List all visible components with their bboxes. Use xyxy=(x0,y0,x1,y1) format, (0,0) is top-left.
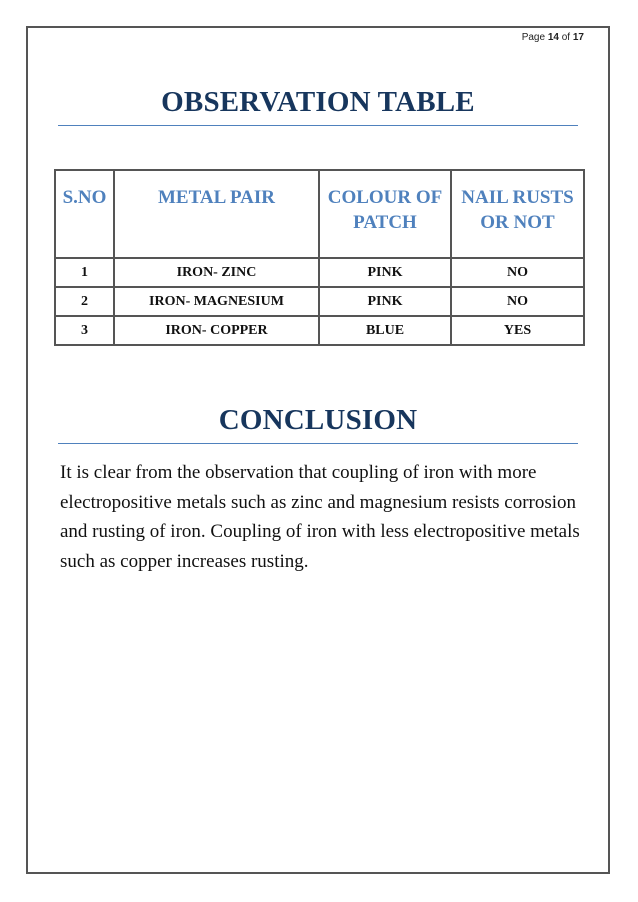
cell-colour: PINK xyxy=(319,258,451,287)
header-sno: S.NO xyxy=(55,170,114,258)
table-row xyxy=(55,258,584,287)
page-number-prefix: Page xyxy=(521,32,546,43)
page-number-current: 14 xyxy=(547,32,559,43)
page-number xyxy=(522,32,584,43)
table-header-row xyxy=(55,170,584,258)
observation-title: OBSERVATION TABLE xyxy=(161,86,475,118)
cell-metal-pair: IRON- MAGNESIUM xyxy=(114,287,319,316)
page-number-total: 17 xyxy=(572,32,584,43)
cell-sno: 2 xyxy=(55,287,114,316)
cell-metal-pair: IRON- COPPER xyxy=(114,316,319,345)
header-metal-pair: METAL PAIR xyxy=(114,170,319,258)
conclusion-title-rule xyxy=(58,443,578,444)
page-number-separator: of xyxy=(561,32,571,43)
header-colour-of-patch: COLOUR OF PATCH xyxy=(319,170,451,258)
cell-rusts: NO xyxy=(451,287,584,316)
page-border xyxy=(26,26,610,874)
cell-sno: 3 xyxy=(55,316,114,345)
observation-table xyxy=(54,169,585,346)
cell-colour: BLUE xyxy=(319,316,451,345)
cell-colour: PINK xyxy=(319,287,451,316)
table-row xyxy=(55,287,584,316)
table-row xyxy=(55,316,584,345)
cell-rusts: YES xyxy=(451,316,584,345)
cell-metal-pair: IRON- ZINC xyxy=(114,258,319,287)
cell-rusts: NO xyxy=(451,258,584,287)
header-nail-rusts: NAIL RUSTS OR NOT xyxy=(451,170,584,258)
conclusion-title: CONCLUSION xyxy=(218,404,418,436)
conclusion-paragraph: It is clear from the observation that coupling of iron with more electropositive metals such as zinc and magnesium resists corrosion and rusting of iron. Coupling of iron with less electropositive metals such as copper increases rusting. xyxy=(60,462,580,572)
observation-title-rule xyxy=(58,125,578,126)
cell-sno: 1 xyxy=(55,258,114,287)
